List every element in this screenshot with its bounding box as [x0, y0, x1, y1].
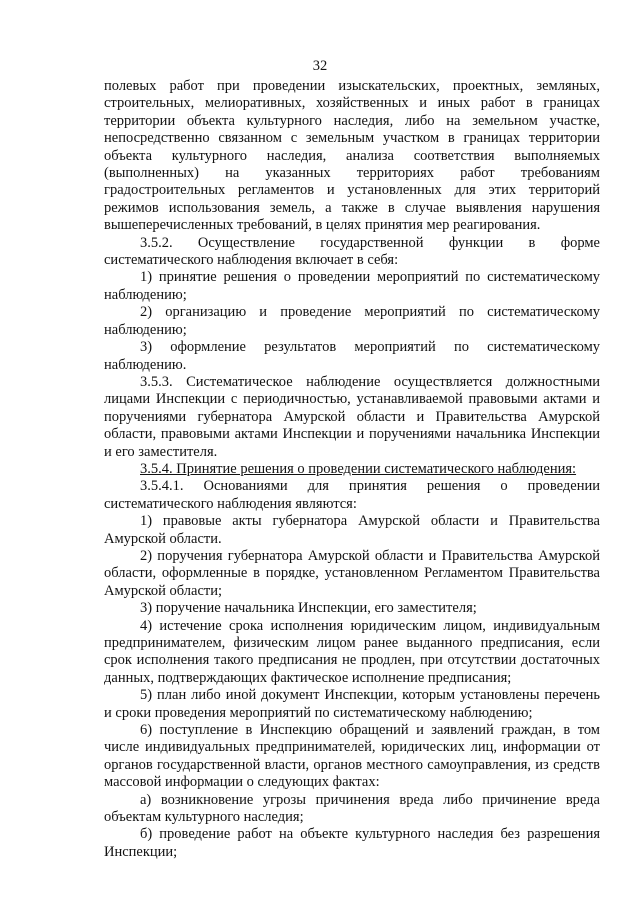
paragraph-3-5-3: 3.5.3. Систематическое наблюдение осуществляется должностными лицами Инспекции с периодичностью, устанавливаемой правовыми актами и поручениями губернатора Амурской области и Правительства Амурской области, правовыми актами Инспекции и поручениями начальника Инспекции и его заместителя. [104, 373, 600, 460]
basis-item-4: 4) истечение срока исполнения юридическим лицом, индивидуальным предпринимателем, физическим лицом ранее выданного предписания, если срок исполнения такого предписания не продлен, при отсутствии достаточных данных, подтверждающих фактическое исполнение предписания; [104, 617, 600, 686]
fact-item-a: а) возникновение угрозы причинения вреда либо причинение вреда объектам культурного наследия; [104, 791, 600, 826]
basis-item-3: 3) поручение начальника Инспекции, его заместителя; [140, 600, 477, 617]
page-number: 32 [312, 58, 328, 74]
paragraph-3-5-4-1: 3.5.4.1. Основаниями для принятия решения о проведении систематического наблюдения являются: [104, 478, 600, 512]
document-body [104, 78, 600, 861]
paragraph-3-5-2: 3.5.2. Осуществление государственной функции в форме систематического наблюдения включает в себя: [104, 234, 600, 269]
basis-item-6: 6) поступление в Инспекцию обращений и заявлений граждан, в том числе индивидуальных предпринимателей, юридических лиц, информации от органов государственной власти, органов местного самоуправления, из средств массовой информации о следующих фактах: [104, 722, 600, 791]
basis-item-1: 1) правовые акты губернатора Амурской области и Правительства Амурской области. [104, 513, 600, 547]
list-item-3: 3) оформление результатов мероприятий по систематическому наблюдению. [104, 339, 600, 373]
fact-item-b: б) проведение работ на объекте культурного наследия без разрешения Инспекции; [104, 826, 600, 860]
basis-item-2: 2) поручения губернатора Амурской области и Правительства Амурской области, оформленные в порядке, установленном Регламентом Правительства Амурской области; [104, 547, 600, 599]
list-item-1: 1) принятие решения о проведении мероприятий по систематическому наблюдению; [104, 269, 600, 303]
paragraph-continuation: полевых работ при проведении изыскательских, проектных, земляных, строительных, мелиоративных, хозяйственных и иных работ в границах территории объекта культурного наследия, либо на земельном участке, непосредственно связанном с земельным участком в границах территории объекта культурного наследия, анализа соответствия выполняемых (выполненных) на указанных территориях работ требованиям градостроительных регламентов и установленных для этих территорий режимов использования земель, а также в случае выявления нарушения вышеперечисленных требований, в целях принятия мер реагирования. [104, 78, 600, 234]
section-heading-3-5-4: 3.5.4. Принятие решения о проведении систематического наблюдения: [140, 460, 577, 477]
list-item-2: 2) организацию и проведение мероприятий по систематическому наблюдению; [104, 304, 600, 338]
basis-item-5: 5) план либо иной документ Инспекции, которым установлены перечень и сроки проведения мероприятий по систематическому наблюдению; [104, 687, 600, 721]
